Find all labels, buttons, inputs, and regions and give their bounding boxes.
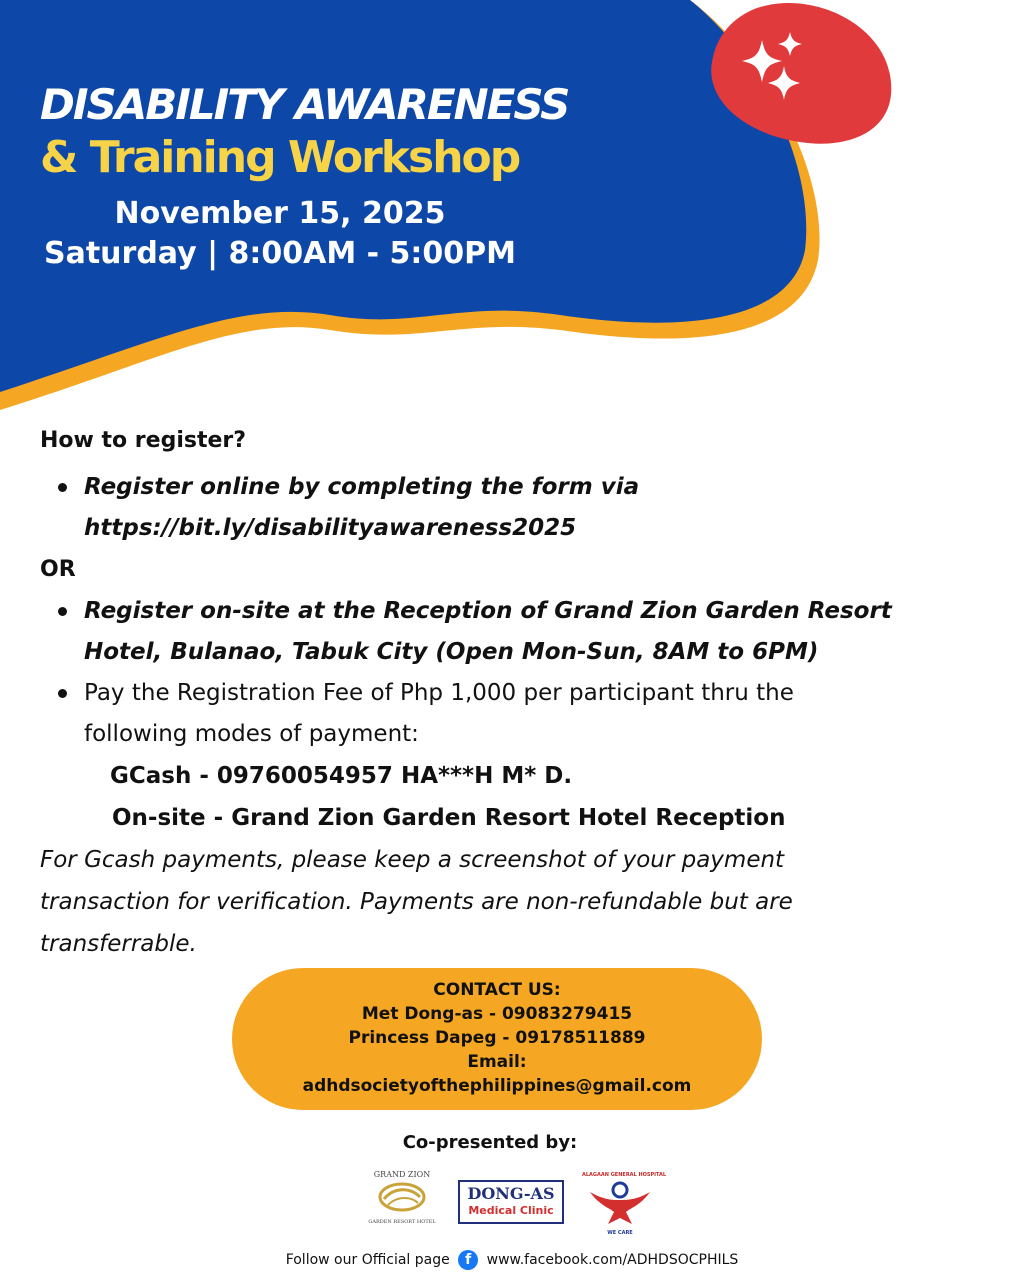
grand-zion-emblem-icon (362, 1179, 442, 1215)
hospital-logo-top: ALAGAAN GENERAL HOSPITAL (582, 1172, 667, 1178)
title-line-2: & Training Workshop (40, 132, 520, 183)
payment-gcash: GCash - 09760054957 HA***H M* D. (110, 763, 573, 789)
grand-zion-logo-bottom: GARDEN RESORT HOTEL (368, 1219, 436, 1225)
hospital-logo-bottom: WE CARE (607, 1230, 633, 1236)
email-label: Email: (467, 1052, 527, 1072)
title-line-1: DISABILITY AWARENESS (40, 80, 569, 129)
hospital-logo (582, 1172, 667, 1238)
onsite-text-2: Hotel, Bulanao, Tabuk City (Open Mon-Sun, 8AM to 6PM) (84, 639, 819, 665)
or-separator: OR (40, 557, 76, 582)
list-item (40, 591, 970, 673)
facebook-link[interactable]: www.facebook.com/ADHDSOCPHILS (486, 1252, 739, 1268)
online-text: Register online by completing the form via (84, 474, 640, 500)
registration-link[interactable]: https://bit.ly/disabilityawareness2025 (84, 515, 577, 541)
event-time: Saturday | 8:00AM - 5:00PM (43, 236, 517, 271)
note-line-3: transferrable. (40, 931, 197, 957)
list-item (40, 673, 970, 755)
fee-text-2: following modes of payment: (84, 721, 419, 747)
registration-list-onsite (40, 591, 970, 755)
follow-text: Follow our Official page (285, 1252, 450, 1268)
payment-onsite: On-site - Grand Zion Garden Resort Hotel Reception (112, 805, 786, 831)
copresented-heading: Co-presented by: (402, 1132, 578, 1153)
list-item (40, 467, 970, 549)
grand-zion-logo (362, 1170, 442, 1232)
registration-heading: How to register? (40, 428, 247, 453)
fee-text-1: Pay the Registration Fee of Php 1,000 per participant thru the (84, 680, 794, 706)
registration-section (40, 428, 970, 965)
note-line-2: transaction for verification. Payments are non-refundable but are (40, 889, 793, 915)
contact-heading: CONTACT US: (433, 980, 561, 1000)
registration-list-online (40, 467, 970, 549)
contact-person-2: Princess Dapeg - 09178511889 (348, 1028, 646, 1048)
contact-email[interactable]: adhdsocietyofthephilippines@gmail.com (302, 1076, 692, 1096)
note-line-1: For Gcash payments, please keep a screenshot of your payment (40, 847, 785, 873)
dong-as-logo-name: DONG-AS (467, 1184, 555, 1203)
dong-as-logo-sub: Medical Clinic (468, 1204, 554, 1217)
footer (0, 1250, 1024, 1270)
facebook-icon[interactable]: f (458, 1250, 478, 1270)
dong-as-logo (458, 1180, 564, 1224)
hospital-figure-icon (582, 1178, 658, 1226)
onsite-text-1: Register on-site at the Reception of Grand Zion Garden Resort (84, 598, 892, 624)
event-date: November 15, 2025 (114, 196, 446, 231)
contact-box (232, 968, 762, 1110)
payment-note (40, 839, 970, 965)
contact-person-1: Met Dong-as - 09083279415 (361, 1004, 633, 1024)
grand-zion-logo-top: GRAND ZION (373, 1170, 431, 1179)
